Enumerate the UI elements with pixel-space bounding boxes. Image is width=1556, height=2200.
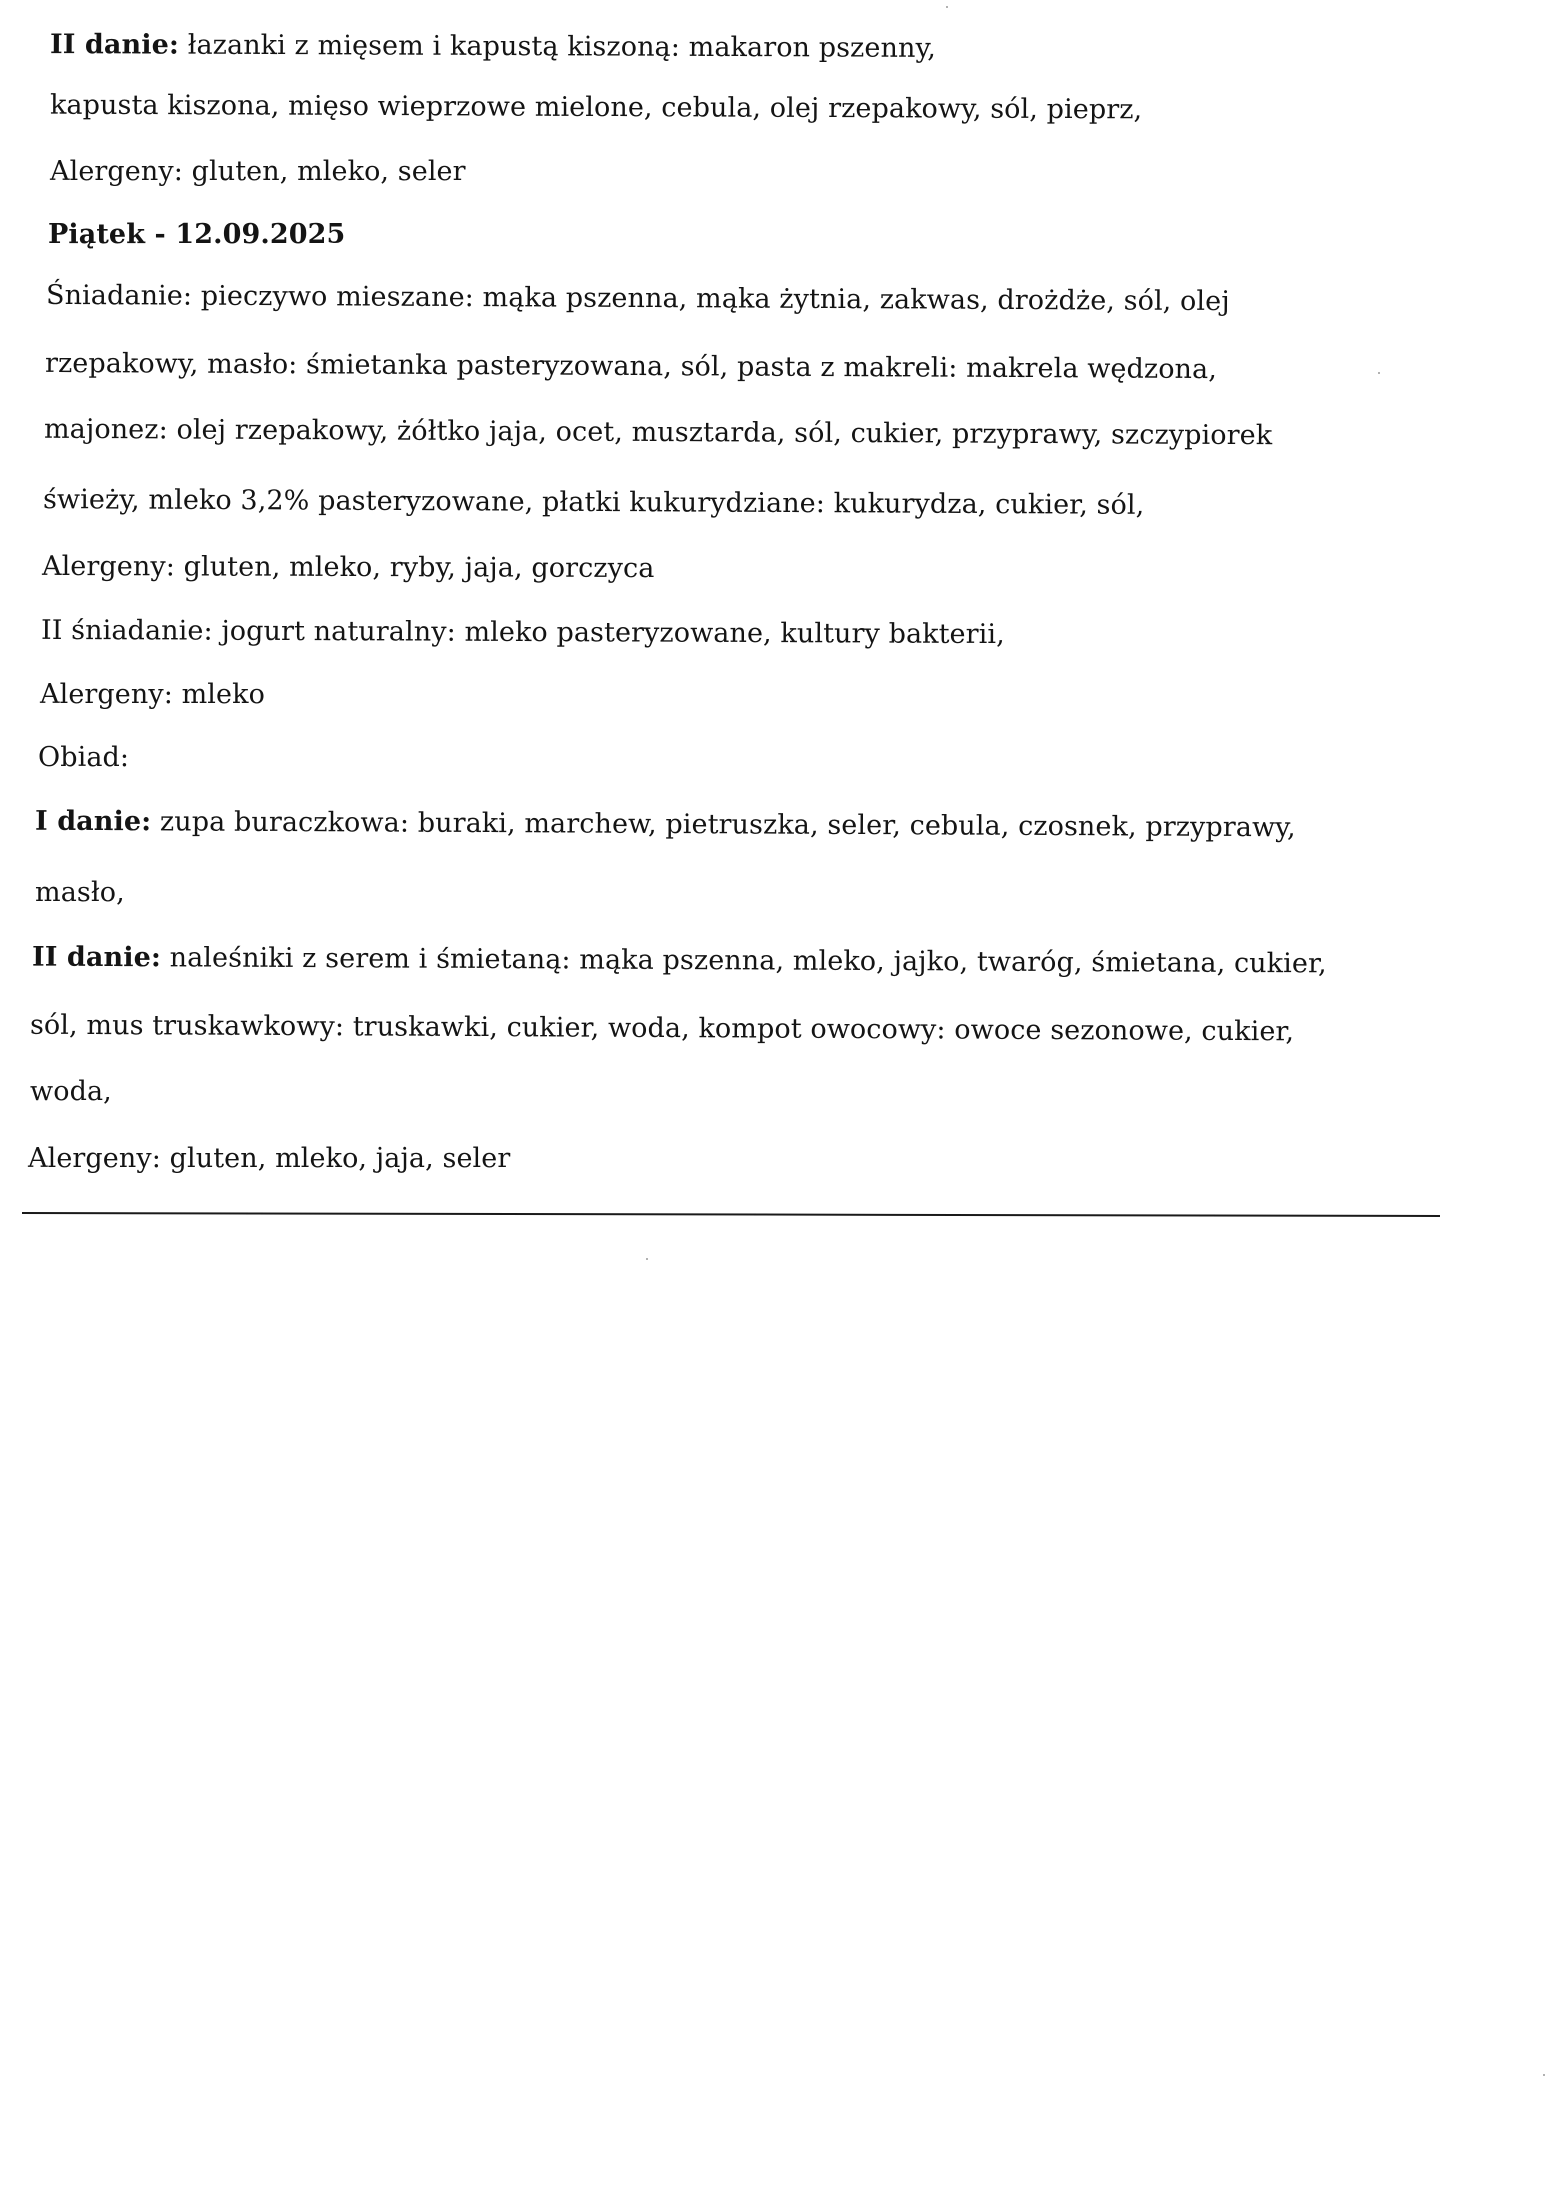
dish-label: I danie: xyxy=(34,805,152,838)
line-18 xyxy=(28,1142,510,1176)
scan-speck xyxy=(946,6,948,8)
day-heading xyxy=(48,218,345,252)
line-14 xyxy=(35,876,125,910)
line-06 xyxy=(45,347,1217,387)
line-16 xyxy=(30,1009,1294,1050)
line-09 xyxy=(42,550,655,586)
scan-speck xyxy=(1543,2074,1545,2076)
line-17 xyxy=(30,1075,112,1109)
line-03 xyxy=(50,155,466,189)
line-01 xyxy=(50,28,936,66)
allergens-text: Alergeny: gluten, mleko, ryby, jaja, gorczyca xyxy=(41,550,655,585)
line-15 xyxy=(32,941,1327,982)
allergens-text: Alergeny: mleko xyxy=(40,679,265,710)
line-02 xyxy=(50,89,1142,128)
line-text: rzepakowy, masło: śmietanka pasteryzowana, sól, pasta z makreli: makrela wędzona, xyxy=(44,347,1218,386)
scan-speck xyxy=(646,1258,648,1260)
line-text: kapusta kiszona, mięso wieprzowe mielone, cebula, olej rzepakowy, sól, pieprz, xyxy=(49,89,1143,126)
line-text: naleśniki z serem i śmietaną: mąka pszenna, mleko, jajko, twaróg, śmietana, cukier, xyxy=(160,942,1327,980)
meal-heading-text: Obiad: xyxy=(38,742,130,773)
line-05 xyxy=(46,279,1230,319)
line-11 xyxy=(40,678,265,712)
line-text: Śniadanie: pieczywo mieszane: mąka pszenna, mąka żytnia, zakwas, drożdże, sól, olej xyxy=(45,279,1230,318)
line-08 xyxy=(43,483,1145,523)
line-text: masło, xyxy=(35,877,125,908)
line-text: woda, xyxy=(30,1076,112,1107)
meal-heading xyxy=(38,741,129,775)
horizontal-rule xyxy=(22,1212,1440,1217)
day-heading-label: Piątek - 12.09.2025 xyxy=(48,219,346,250)
line-13 xyxy=(35,805,1296,846)
line-text: zupa buraczkowa: buraki, marchew, pietruszka, seler, cebula, czosnek, przyprawy, xyxy=(151,806,1296,844)
dish-label: II danie: xyxy=(31,941,162,974)
line-text: II śniadanie: jogurt naturalny: mleko pasteryzowane, kultury bakterii, xyxy=(40,614,1005,651)
line-text: łazanki z mięsem i kapustą kiszoną: makaron pszenny, xyxy=(178,29,937,64)
line-text: świeży, mleko 3,2% pasteryzowane, płatki kukurydziane: kukurydza, cukier, sól, xyxy=(42,484,1145,521)
line-07 xyxy=(44,413,1272,453)
allergens-text: Alergeny: gluten, mleko, seler xyxy=(50,156,466,187)
dish-label: II danie: xyxy=(49,29,180,61)
line-text: sól, mus truskawkowy: truskawki, cukier, woda, kompot owocowy: owoce sezonowe, cukier, xyxy=(29,1009,1295,1048)
scan-speck xyxy=(1378,372,1380,374)
allergens-text: Alergeny: gluten, mleko, jaja, seler xyxy=(28,1143,511,1174)
line-10 xyxy=(41,614,1005,652)
line-text: majonez: olej rzepakowy, żółtko jaja, ocet, musztarda, sól, cukier, przyprawy, szczypiorek xyxy=(43,413,1273,452)
